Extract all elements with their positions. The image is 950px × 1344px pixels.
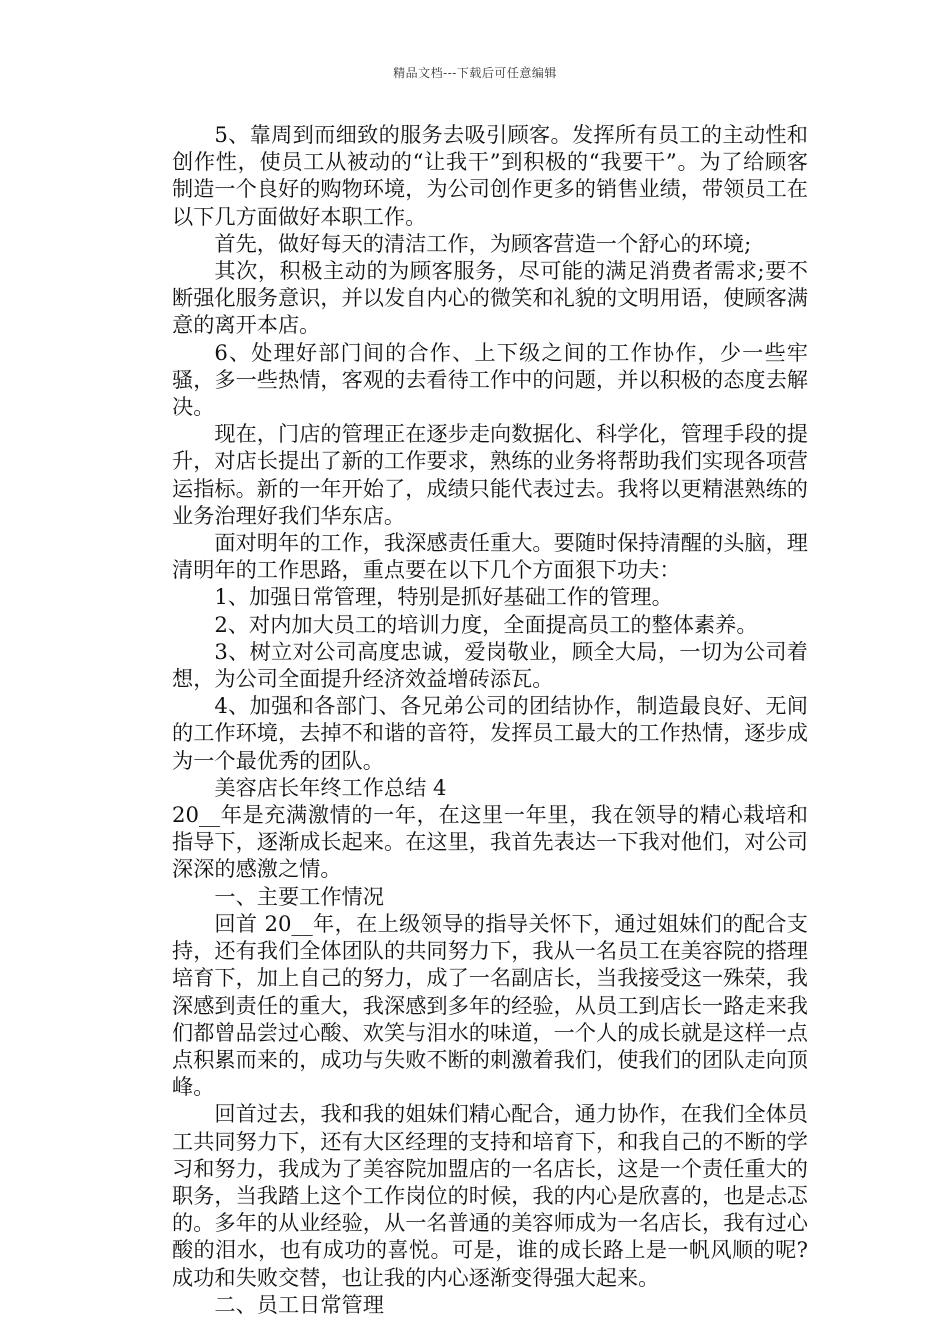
section-heading: 二、员工日常管理 [214, 1291, 384, 1317]
paragraph: 回首 20__年，在上级领导的指导关怀下，通过姐妹们的配合支持，还有我们全体团队的共同努力下，我从一名员工在美容院的搭理培育下，加上自己的努力，成了一名副店长，当我接受这一殊荣，我深感到责任的重大，我深感到多年的经验，从员工到店长一路走来我们都曾品尝过心酸、欢笑与泪水的味道，一个人的成长就是这样一点点积累而来的，成功与失败不断的刺激着我们，使我们的团队走向顶峰。 [172, 910, 808, 1100]
section-heading: 一、主要工作情况 [214, 883, 384, 909]
paragraph: 6、处理好部门间的合作、上下级之间的工作协作，少一些牢骚，多一些热情，客观的去看待工作中的问题，并以积极的态度去解决。 [172, 339, 808, 420]
page-header: 精品文档---下载后可任意编辑 [393, 66, 557, 80]
paragraph: 现在，门店的管理正在逐步走向数据化、科学化，管理手段的提升，对店长提出了新的工作要求，熟练的业务将帮助我们实现各项营运指标。新的一年开始了，成绩只能代表过去。我将以更精湛熟练的业务治理好我们华东店。 [172, 421, 808, 528]
list-item: 2、对内加大员工的培训力度，全面提高员工的整体素养。 [214, 611, 758, 637]
paragraph: 5、靠周到而细致的服务去吸引顾客。发挥所有员工的主动性和创作性，使员工从被动的“让我干”到积极的“我要干”。为了给顾客制造一个良好的购物环境，为公司创作更多的销售业绩，带领员工在以下几方面做好本职工作。 [172, 122, 808, 229]
paragraph: 其次，积极主动的为顾客服务，尽可能的满足消费者需求;要不断强化服务意识，并以发自内心的微笑和礼貌的文明用语，使顾客满意的离开本店。 [172, 258, 808, 338]
list-item: 3、树立对公司高度忠诚，爱岗敬业，顾全大局，一切为公司着想，为公司全面提升经济效益增砖添瓦。 [172, 638, 808, 692]
paragraph: 首先，做好每天的清洁工作，为顾客营造一个舒心的环境; [214, 230, 752, 256]
list-item: 1、加强日常管理，特别是抓好基础工作的管理。 [214, 584, 673, 610]
paragraph: 回首过去，我和我的姐妹们精心配合，通力协作，在我们全体员工共同努力下，还有大区经理的支持和培育下，和我自己的不断的学习和努力，我成为了美容院加盟店的一名店长，这是一个责任重大的职务，当我踏上这个工作岗位的时候，我的内心是欣喜的，也是忐忑的。多年的从业经验，从一名普通的美容师成为一名店长，我有过心酸的泪水，也有成功的喜悦。可是，谁的成长路上是一帆风顺的呢?成功和失败交替，也让我的内心逐渐变得强大起来。 [172, 1101, 808, 1290]
section-title: 美容店长年终工作总结 4 [214, 774, 447, 800]
list-item: 4、加强和各部门、各兄弟公司的团结协作，制造最良好、无间的工作环境，去掉不和谐的音符，发挥员工最大的工作热情，逐步成为一个最优秀的团队。 [172, 693, 808, 773]
paragraph: 20__年是充满激情的一年，在这里一年里，我在领导的精心栽培和指导下，逐渐成长起来。在这里，我首先表达一下我对他们，对公司深深的感激之情。 [172, 802, 808, 882]
document-body [172, 121, 808, 1318]
paragraph: 面对明年的工作，我深感责任重大。要随时保持清醒的头脑，理清明年的工作思路，重点要在以下几个方面狠下功夫： [172, 530, 808, 583]
